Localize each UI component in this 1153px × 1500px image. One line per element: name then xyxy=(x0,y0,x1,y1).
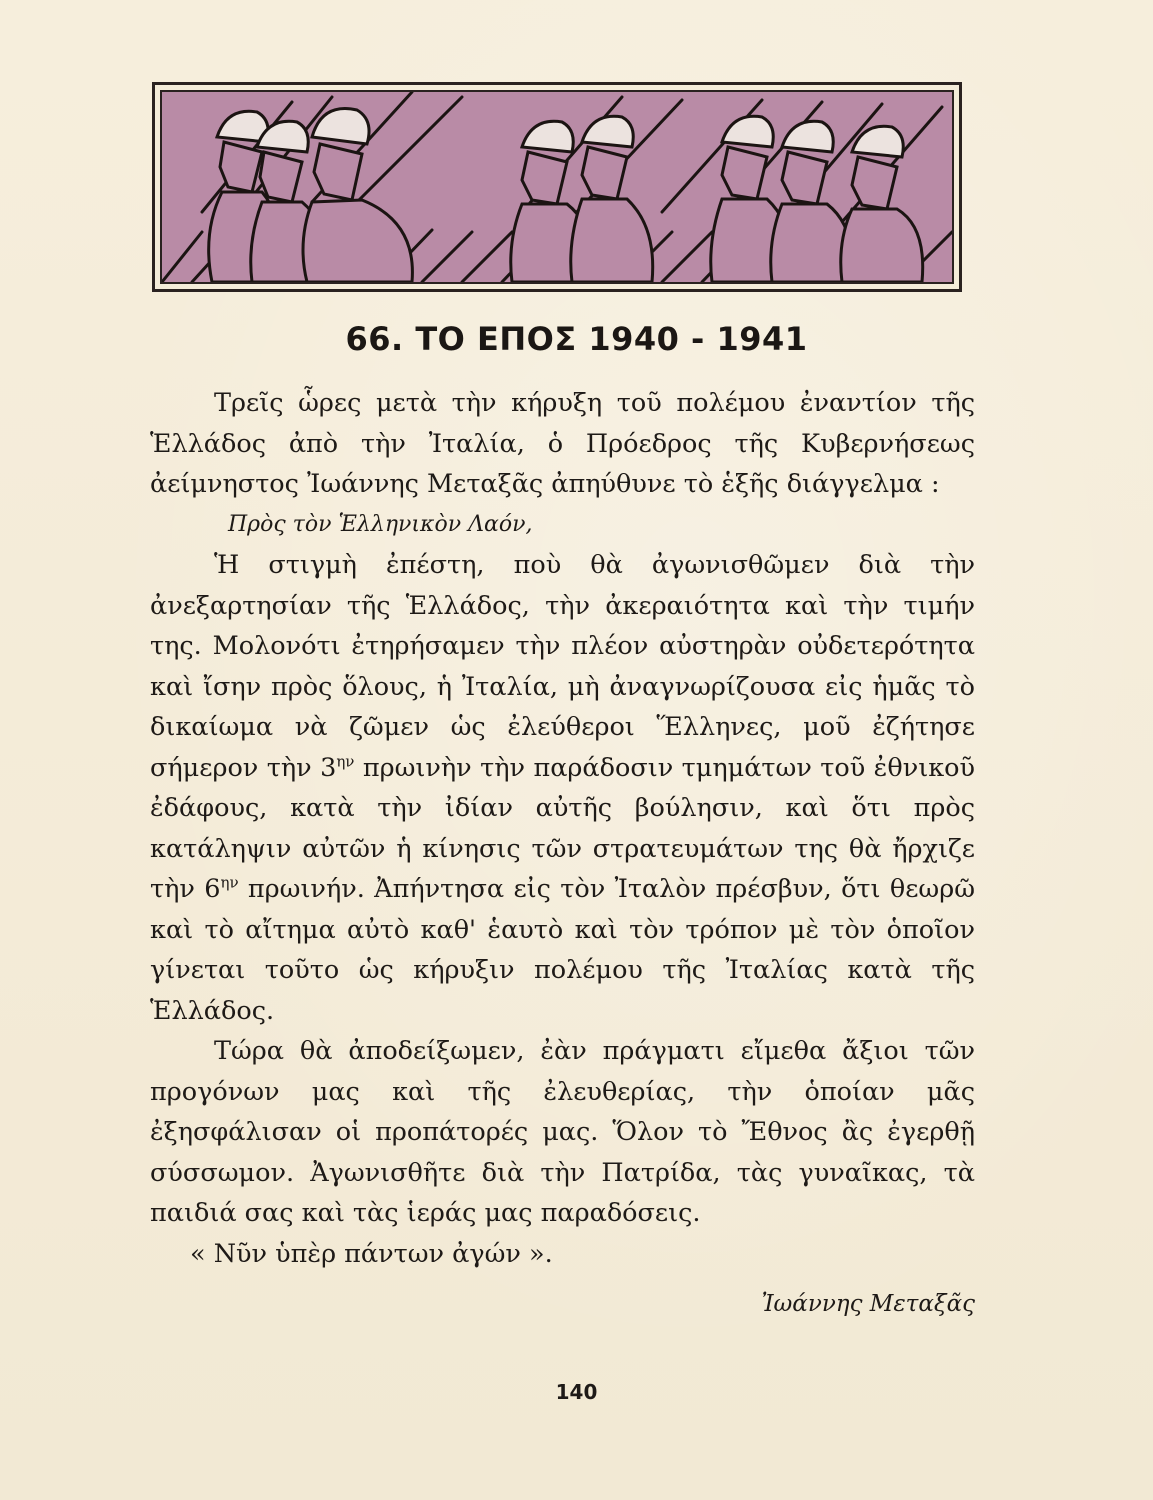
marching-soldiers-icon xyxy=(162,92,952,282)
header-illustration-frame xyxy=(152,82,962,292)
ordinal-superscript-2: ην xyxy=(220,873,239,892)
soldier-group-right xyxy=(511,116,923,282)
call-to-arms-paragraph: Τώρα θὰ ἀποδείξωμεν, ἐὰν πράγματι εἴμεθα ἄξιοι τῶν προγόνων μας καὶ τῆς ἐλευθερίας, τὴν ὁποίαν μᾶς ἐξησφάλισαν οἱ προπάτορές μας. Ὅλον τὸ Ἔθνος ἂς ἐγερθῇ σύσσωμον. Ἀγωνισθῆτε διὰ τὴν Πατρίδα, τὰς γυναῖκας, τὰ παιδιά σας καὶ τὰς ἱεράς μας παραδόσεις. xyxy=(150,1036,975,1228)
proclamation-text-a: Ἡ στιγμὴ ἐπέστη, ποὺ θὰ ἀγωνισθῶμεν διὰ τὴν ἀνεξαρτησίαν τῆς Ἑλλάδος, τὴν ἀκεραιότητα καὶ τὴν τιμήν της. Μολονότι ἐτηρήσαμεν τὴν πλέον αὐστηρὰν οὐδετερότητα καὶ ἴσην πρὸς ὅλους, ἡ Ἰταλία, μὴ ἀναγνωρίζουσα εἰς ἡμᾶς τὸ δικαίωμα νὰ ζῶμεν ὡς ἐλεύθεροι Ἕλληνες, μοῦ ἐζήτησε σήμερον τὴν 3 xyxy=(150,550,975,783)
chapter-title: 66. ΤΟ ΕΠΟΣ 1940 - 1941 xyxy=(345,320,808,358)
marching-soldiers-illustration xyxy=(160,90,954,284)
intro-paragraph: Τρεῖς ὧρες μετὰ τὴν κήρυξη τοῦ πολέμου ἐναντίον τῆς Ἑλλάδος ἀπὸ τὴν Ἰταλία, ὁ Πρόεδρος τῆς Κυβερνήσεως ἀείμνηστος Ἰωάννης Μεταξᾶς ἀπηύθυνε τὸ ἑξῆς διάγγελμα : xyxy=(150,388,975,499)
signature: Ἰωάννης Μεταξᾶς xyxy=(761,1291,975,1317)
page-body xyxy=(150,383,975,1325)
soldier-group-left xyxy=(209,109,413,282)
proclamation-paragraph xyxy=(150,545,975,1031)
proclamation-text-c: πρωινήν. Ἀπήντησα εἰς τὸν Ἰταλὸν πρέσβυν, ὅτι θεωρῶ καὶ τὸ αἴτημα αὐτὸ καθ' ἑαυτὸ καὶ τὸν τρόπον μὲ τὸν ὁποῖον γίνεται τοῦτο ὡς κήρυξιν πολέμου τῆς Ἰταλίας κατὰ τῆς Ἑλλάδος. xyxy=(150,874,976,1026)
closing-motto: « Νῦν ὑπὲρ πάντων ἀγών ». xyxy=(190,1238,553,1269)
page-number: 140 xyxy=(555,1380,598,1404)
ordinal-superscript-1: ην xyxy=(336,752,355,770)
salutation: Πρὸς τὸν Ἑλληνικὸν Λαόν, xyxy=(228,511,533,537)
proclamation-text-b: πρωινὴν τὴν παράδοσιν τμημάτων τοῦ ἐθνικοῦ ἐδάφους, κατὰ τὴν ἰδίαν αὐτῆς βούλησιν, καὶ ὅτι πρὸς κατάληψιν αὐτῶν ἡ κίνησις τῶν στρατευμάτων της θὰ ἤρχιζε τὴν 6 xyxy=(150,752,976,904)
